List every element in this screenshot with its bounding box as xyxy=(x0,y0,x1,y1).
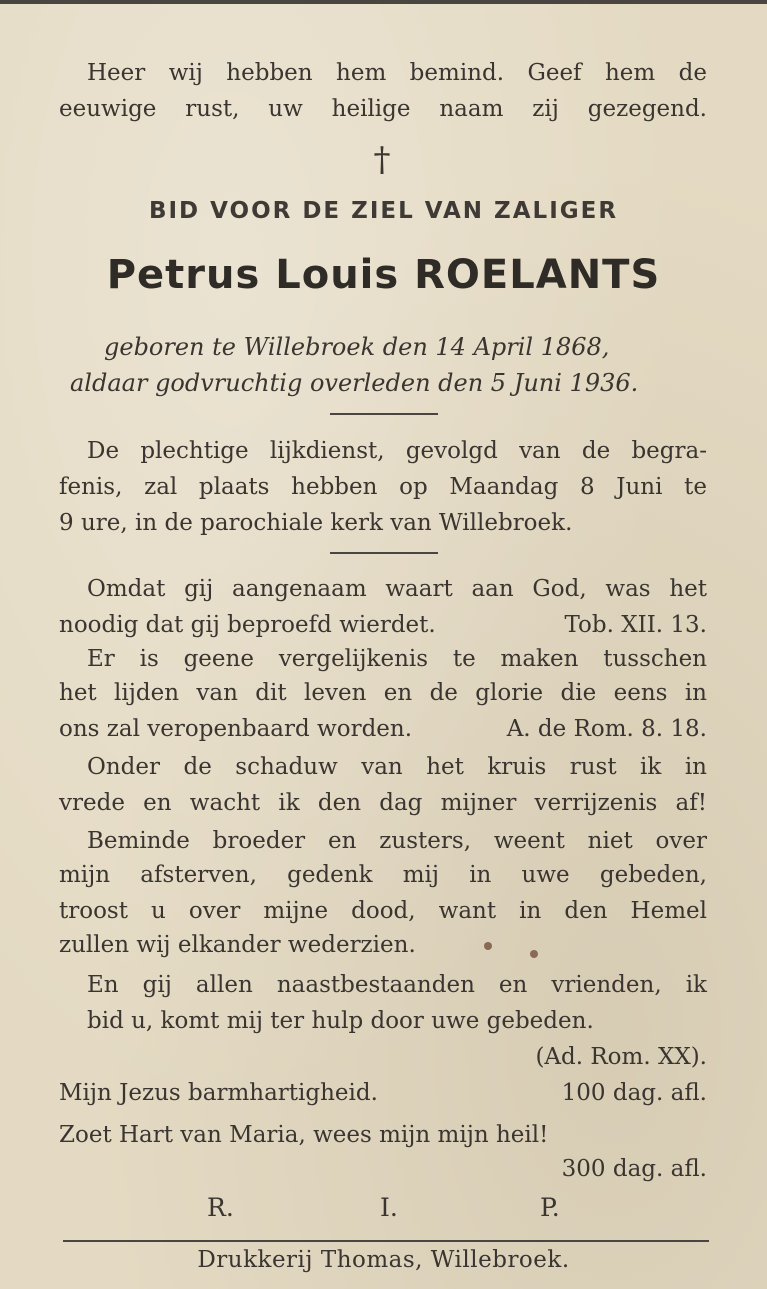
cross-verse-line-2: vrede en wacht ik den dag mijner verrijzenis af! xyxy=(59,790,707,816)
ink-speck xyxy=(530,950,538,958)
indulgence-jesus-days: 100 dag. afl. xyxy=(561,1080,707,1106)
romans-text: ons zal veropenbaard worden. xyxy=(59,716,413,742)
romans-line-2: het lijden van dit leven en de glorie die eens in xyxy=(59,680,707,706)
indulgence-maria-days: 300 dag. afl. xyxy=(561,1156,707,1182)
friends-line-2: bid u, komt mij ter hulp door uwe gebeden. xyxy=(87,1008,594,1034)
rip-i: I. xyxy=(380,1193,398,1222)
family-line-1: Beminde broeder en zusters, weent niet over xyxy=(87,828,707,854)
romans-reference: A. de Rom. 8. 18. xyxy=(506,716,707,742)
divider-1 xyxy=(330,413,438,415)
funeral-line-3: 9 ure, in de parochiale kerk van Willebroek. xyxy=(59,510,573,536)
family-line-2: mijn afsterven, gedenk mij in uwe gebeden, xyxy=(59,862,707,888)
prayer-heading: BID VOOR DE ZIEL VAN ZALIGER xyxy=(148,198,619,224)
romans-line-1: Er is geene vergelijkenis te maken tusschen xyxy=(87,646,707,672)
tobit-line-1: Omdat gij aangenaam waart aan God, was het xyxy=(87,576,707,602)
cross-icon: † xyxy=(373,140,391,180)
rip-p: P. xyxy=(540,1193,560,1222)
tobit-reference: Tob. XII. 13. xyxy=(564,612,707,638)
indulgence-jesus xyxy=(59,1078,707,1108)
family-line-4: zullen wij elkander wederzien. xyxy=(59,932,416,958)
tobit-text: noodig dat gij beproefd wierdet. xyxy=(59,612,436,638)
birth-line: geboren te Willebroek den 14 April 1868, xyxy=(104,333,610,361)
footer-rule xyxy=(63,1240,709,1242)
prayer-line-1: Heer wij hebben hem bemind. Geef hem de xyxy=(87,60,707,86)
friends-line-1: En gij allen naastbestaanden en vrienden, ik xyxy=(87,972,707,998)
death-line: aldaar godvruchtig overleden den 5 Juni 1936. xyxy=(70,369,639,397)
deceased-name: Petrus Louis ROELANTS xyxy=(106,252,661,298)
rip-r: R. xyxy=(207,1193,234,1222)
funeral-line-2: fenis, zal plaats hebben op Maandag 8 Juni te xyxy=(59,474,707,500)
funeral-line-1: De plechtige lijkdienst, gevolgd van de begra- xyxy=(87,438,707,464)
top-edge-border xyxy=(0,0,767,4)
romans-line-3 xyxy=(59,714,707,744)
ink-speck xyxy=(484,942,492,950)
printer-credit: Drukkerij Thomas, Willebroek. xyxy=(197,1247,570,1273)
indulgence-maria-text: Zoet Hart van Maria, wees mijn mijn heil! xyxy=(59,1122,549,1148)
tobit-line-2 xyxy=(59,610,707,640)
friends-reference: (Ad. Rom. XX). xyxy=(535,1044,707,1070)
family-line-3: troost u over mijne dood, want in den Hemel xyxy=(59,898,707,924)
divider-2 xyxy=(330,552,438,554)
prayer-line-2: eeuwige rust, uw heilige naam zij gezegend. xyxy=(59,96,707,122)
cross-verse-line-1: Onder de schaduw van het kruis rust ik in xyxy=(87,754,707,780)
indulgence-jesus-text: Mijn Jezus barmhartigheid. xyxy=(59,1080,378,1106)
